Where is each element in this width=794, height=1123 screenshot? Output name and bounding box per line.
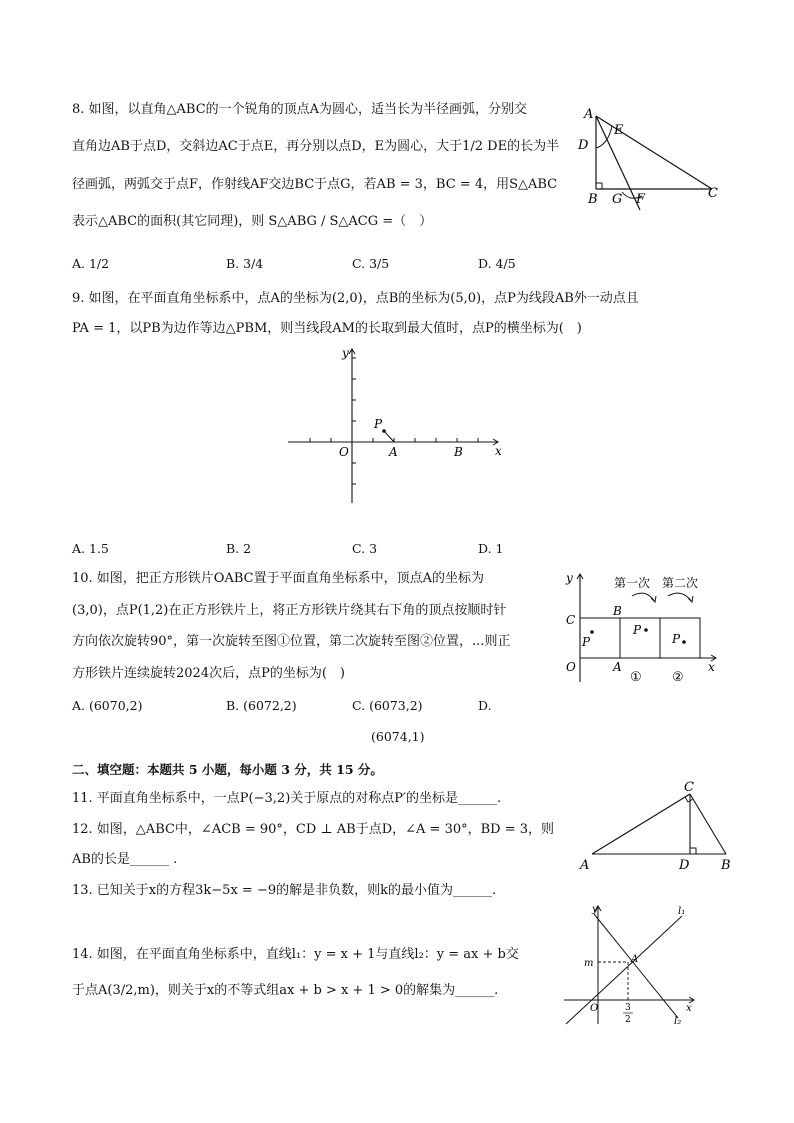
q9-label-y: y bbox=[342, 346, 349, 360]
q10-label-b: B bbox=[613, 604, 622, 618]
q10-label-x: x bbox=[708, 660, 715, 674]
q9-line-1: 9. 如图，在平面直角坐标系中，点A的坐标为(2,0)，点B的坐标为(5,0)，点P为线段AB外一动点且 bbox=[72, 291, 639, 306]
q10-label-circle1: ① bbox=[630, 670, 642, 685]
q10-line-4: 方形铁片连续旋转2024次后，点P的坐标为( ) bbox=[72, 666, 345, 681]
q10-line-2: (3,0)，点P(1,2)在正方形铁片上，将正方形铁片绕其右下角的顶点按顺时针 bbox=[72, 603, 507, 618]
q10-label-p1: P bbox=[582, 635, 591, 649]
q8-line-2: 直角边AB于点D，交斜边AC于点E，再分别以点D，E为圆心，大于1/2 DE的长为半 bbox=[72, 139, 560, 154]
q10-rotation-figure bbox=[560, 568, 725, 690]
q12-line-2: AB的长是______ . bbox=[72, 852, 178, 867]
q14-label-x: x bbox=[686, 1003, 692, 1014]
q8-option-c[interactable]: C. 3/5 bbox=[352, 256, 390, 271]
q9-option-d[interactable]: D. 1 bbox=[478, 541, 504, 556]
q10-label-p2: P bbox=[633, 623, 642, 637]
q8-label-d: D bbox=[578, 138, 589, 153]
q10-label-y: y bbox=[566, 571, 573, 585]
q10-label-a: A bbox=[613, 660, 622, 674]
q12-label-c: C bbox=[684, 780, 694, 795]
q10-label-first: 第一次 bbox=[614, 576, 651, 590]
q12-label-a: A bbox=[580, 858, 590, 873]
q8-label-a: A bbox=[584, 107, 594, 122]
q11-text: 11. 平面直角坐标系中，一点P(−3,2)关于原点的对称点P′的坐标是______. bbox=[72, 791, 502, 806]
q13-text: 13. 已知关于x的方程3k−5x = −9的解是非负数，则k的最小值为______. bbox=[72, 883, 497, 898]
q9-coordinate-figure bbox=[280, 343, 510, 508]
q8-line-1: 8. 如图，以直角△ABC的一个锐角的顶点A为圆心，适当长为半径画弧，分别交 bbox=[72, 102, 528, 117]
q8-option-a[interactable]: A. 1/2 bbox=[72, 256, 110, 271]
q9-label-p: P bbox=[374, 417, 383, 431]
q10-label-second: 第二次 bbox=[662, 576, 699, 590]
q10-option-d[interactable]: D. bbox=[478, 698, 492, 713]
q9-point-p bbox=[382, 429, 386, 433]
q9-option-c[interactable]: C. 3 bbox=[352, 541, 378, 556]
q10-label-o: O bbox=[566, 660, 576, 674]
section-2-heading: 二、填空题：本题共 5 小题，每小题 3 分，共 15 分。 bbox=[72, 762, 383, 777]
q8-option-d[interactable]: D. 4/5 bbox=[478, 256, 516, 271]
q14-label-frac-den: 2 bbox=[625, 1015, 631, 1025]
q10-option-a[interactable]: A. (6070,2) bbox=[72, 698, 143, 713]
q9-option-a[interactable]: A. 1.5 bbox=[72, 541, 109, 556]
q10-line-1: 10. 如图，把正方形铁片OABC置于平面直角坐标系中，顶点A的坐标为 bbox=[72, 571, 484, 586]
q14-label-y: y bbox=[592, 904, 598, 915]
q8-line-4: 表示△ABC的面积(其它同理)，则 S△ABG / S△ACG =（ ） bbox=[72, 214, 433, 229]
q10-label-c: C bbox=[566, 613, 576, 627]
q10-label-circle2: ② bbox=[672, 670, 684, 685]
q8-label-f: F bbox=[636, 192, 646, 207]
q9-label-a: A bbox=[389, 445, 398, 459]
q8-option-b[interactable]: B. 3/4 bbox=[226, 256, 264, 271]
q9-label-x: x bbox=[495, 444, 502, 458]
q10-option-d-value: (6074,1) bbox=[371, 729, 425, 744]
q14-label-o: O bbox=[590, 1003, 599, 1014]
q9-label-o: O bbox=[339, 445, 349, 459]
q10-label-p3: P bbox=[672, 632, 681, 646]
q12-triangle-figure bbox=[576, 780, 736, 874]
q14-label-l2: l₂ bbox=[674, 1016, 682, 1027]
q10-option-c[interactable]: C. (6073,2) bbox=[352, 698, 423, 713]
q12-label-b: B bbox=[721, 858, 731, 873]
q14-label-frac-num: 3 bbox=[625, 1003, 631, 1013]
q14-line-1: 14. 如图，在平面直角坐标系中，直线l₁：y = x + 1与直线l₂：y = ax + b交 bbox=[72, 947, 519, 962]
q8-label-g: G bbox=[612, 192, 623, 207]
q9-label-b: B bbox=[454, 445, 463, 459]
q12-line-1: 12. 如图，△ABC中，∠ACB = 90°，CD ⊥ AB于点D，∠A = 30°，BD = 3，则 bbox=[72, 822, 555, 837]
q8-triangle-figure bbox=[574, 102, 724, 212]
q10-option-b[interactable]: B. (6072,2) bbox=[226, 698, 297, 713]
q8-label-e: E bbox=[614, 123, 624, 138]
q8-line-3: 径画弧，两弧交于点F，作射线AF交边BC于点G，若AB = 3，BC = 4，用S△ABC bbox=[72, 177, 558, 192]
q14-label-a: A bbox=[631, 954, 639, 965]
q9-option-b[interactable]: B. 2 bbox=[226, 541, 252, 556]
q12-label-d: D bbox=[679, 858, 690, 873]
q8-label-c: C bbox=[708, 186, 718, 201]
q14-label-m: m bbox=[584, 958, 594, 969]
q8-label-b: B bbox=[588, 192, 598, 207]
q14-line-2: 于点A(3/2,m)，则关于x的不等式组ax + b > x + 1 > 0的解集为______. bbox=[72, 983, 499, 998]
q14-lines-figure bbox=[560, 900, 700, 1028]
q10-line-3: 方向依次旋转90°，第一次旋转至图①位置，第二次旋转至图②位置，...则正 bbox=[72, 634, 511, 649]
q9-line-2: PA = 1，以PB为边作等边△PBM，则当线段AM的长取到最大值时，点P的横坐标为( ) bbox=[72, 321, 582, 336]
q14-label-l1: l₁ bbox=[678, 906, 686, 917]
